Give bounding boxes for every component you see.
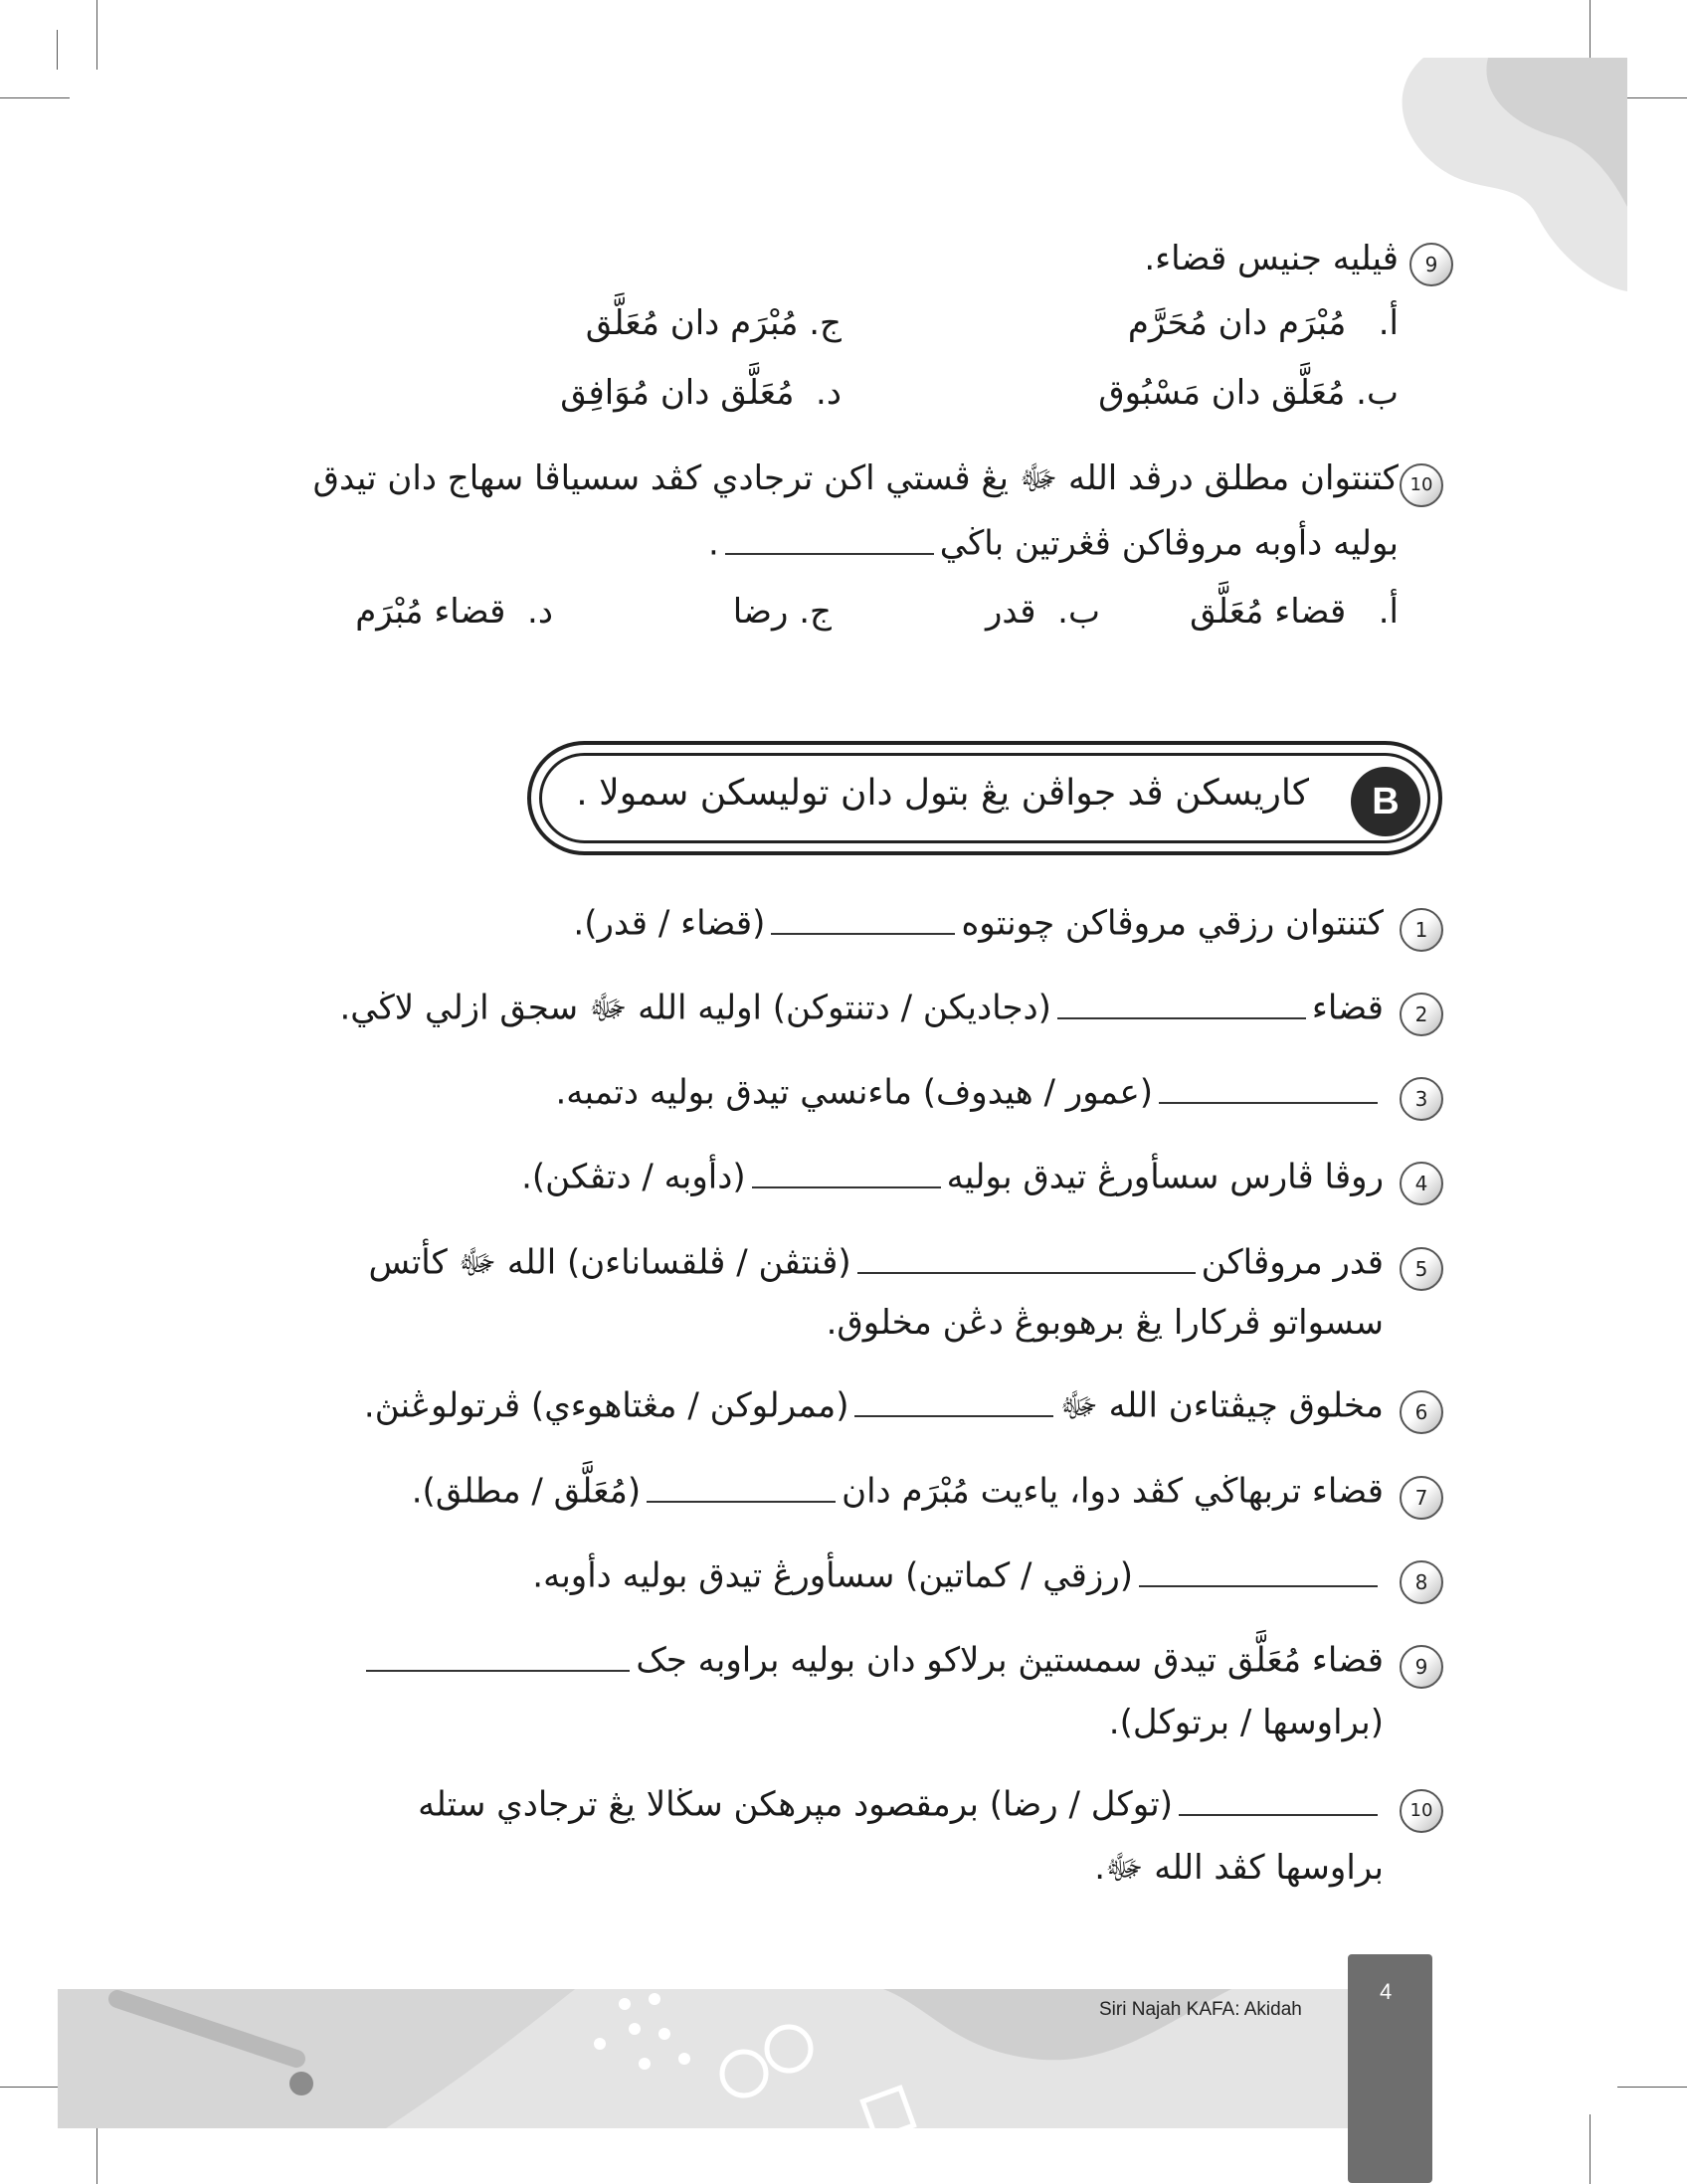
item-8: (رزقي / كماتين) سسأورڠ تيدق بوليه دأوبه. [532, 1554, 1384, 1596]
question-text-line-1: كتنتوان مطلق درڤد الله ﷻ يڠ ڤستي اكن ترجادي كڤد سسياڤا سهاج دان تيدق [312, 458, 1399, 498]
answer-blank[interactable] [752, 1156, 941, 1188]
question-text: ڤيليه جنيس قضاء. [1144, 239, 1399, 278]
crop-mark [1590, 2114, 1591, 2184]
option-text: مُعَلَّق دان مَسْبُوق [1098, 373, 1346, 413]
item-number-badge: 1 [1400, 908, 1443, 952]
option-a [1128, 303, 1399, 343]
item-number-badge: 2 [1400, 993, 1443, 1036]
answer-blank[interactable] [725, 522, 934, 555]
option-b: ب. قدر [986, 592, 1100, 632]
answer-blank[interactable] [366, 1639, 630, 1672]
option-d [560, 373, 842, 413]
crop-mark [1617, 97, 1687, 98]
crop-mark [0, 97, 70, 98]
item-2: قضاء(دجاديكن / دتنتوكن) اوليه الله ﷻ سجق ازلي لاڬي. [339, 988, 1384, 1028]
item-5-line-1: قدر مروڤاكن(ڤنتڤن / ڤلقساناءن) الله ﷻ كأتس [368, 1242, 1384, 1283]
answer-blank[interactable] [857, 1241, 1196, 1274]
answer-blank[interactable] [771, 902, 955, 935]
item-number-badge: 6 [1400, 1390, 1443, 1434]
crop-mark [1617, 2087, 1687, 2088]
item-7: قضاء تربهاڬي كڤد دوا، ياءيت مُبْرَم دان(مُعَلَّق / مطلق). [411, 1471, 1384, 1512]
item-3: (عمور / هيدوف) ماءنسي تيدق بوليه دتمبه. [555, 1071, 1384, 1113]
section-b-header [527, 741, 1442, 855]
option-text: مُعَلَّق دان مُوَافِق [560, 373, 795, 413]
option-letter: ب. [1356, 373, 1399, 413]
item-1: كتنتوان رزقي مروڤاكن چونتوه(قضاء / قدر). [573, 903, 1384, 944]
option-c: ج. رضا [732, 592, 832, 632]
series-title: Siri Najah KAFA: Akidah [1099, 1999, 1302, 2020]
answer-blank[interactable] [1159, 1071, 1378, 1104]
item-10-line-2: براوسها كڤد الله ﷻ. [1094, 1848, 1384, 1888]
item-number-badge: 4 [1400, 1162, 1443, 1205]
option-c [586, 303, 842, 343]
answer-blank[interactable] [1139, 1554, 1378, 1587]
option-a: أ. قضاء مُعَلَّق [1190, 592, 1399, 632]
item-number-badge: 3 [1400, 1077, 1443, 1121]
item-number-badge: 9 [1400, 1645, 1443, 1689]
item-6: مخلوق چيڤتاءن الله ﷻ(ممرلوكن / مڠتاهوءي) ڤرتولوڠنڽ. [363, 1385, 1384, 1426]
item-5-line-2: سسواتو ڤركارا يڠ برهوبوڠ دڠن مخلوق. [826, 1303, 1384, 1343]
page-number: 4 [1380, 1979, 1393, 2004]
item-number-badge: 10 [1400, 1789, 1443, 1833]
item-number-badge: 5 [1400, 1247, 1443, 1291]
answer-blank[interactable] [854, 1384, 1053, 1417]
answer-blank[interactable] [1057, 987, 1306, 1019]
question-text-line-2: بوليه دأوبه مروڤاكن ڤڠرتين باڬي. [707, 523, 1399, 564]
option-b [1098, 373, 1399, 413]
question-number-badge: 9 [1409, 243, 1453, 286]
answer-blank[interactable] [1179, 1783, 1378, 1816]
item-9-line-1: قضاء مُعَلَّق تيدق سمستيڽ برلاكو دان بوليه براوبه جک [360, 1639, 1384, 1681]
item-number-badge: 7 [1400, 1476, 1443, 1520]
option-letter: أ. [1378, 303, 1399, 343]
crop-mark [57, 30, 58, 70]
answer-blank[interactable] [647, 1470, 836, 1503]
item-number-badge: 8 [1400, 1560, 1443, 1604]
crop-mark [96, 0, 97, 70]
option-text: مُبْرَم دان مُعَلَّق [585, 303, 799, 343]
option-letter: ج. [809, 303, 842, 343]
item-9-line-2: (براوسها / برتوكل). [1108, 1703, 1384, 1742]
section-b-instruction: كاريسكن ڤد جواڤن يڠ بتول دان توليسكن سمولا . [576, 773, 1309, 814]
option-letter: د. [816, 373, 842, 413]
question-number-badge: 10 [1400, 463, 1443, 507]
item-10-line-1: (توكل / رضا) برمقصود مپرهكن سڬالا يڠ ترجادي ستله [418, 1783, 1384, 1825]
item-4: روڤا ڤارس سسأورڠ تيدق بوليه(دأوبه / دتڤكن). [521, 1157, 1384, 1197]
section-b-badge: B [1351, 767, 1420, 836]
option-d: د. قضاء مُبْرَم [355, 592, 553, 632]
option-text: مُبْرَم دان مُحَرَّم [1127, 303, 1347, 343]
